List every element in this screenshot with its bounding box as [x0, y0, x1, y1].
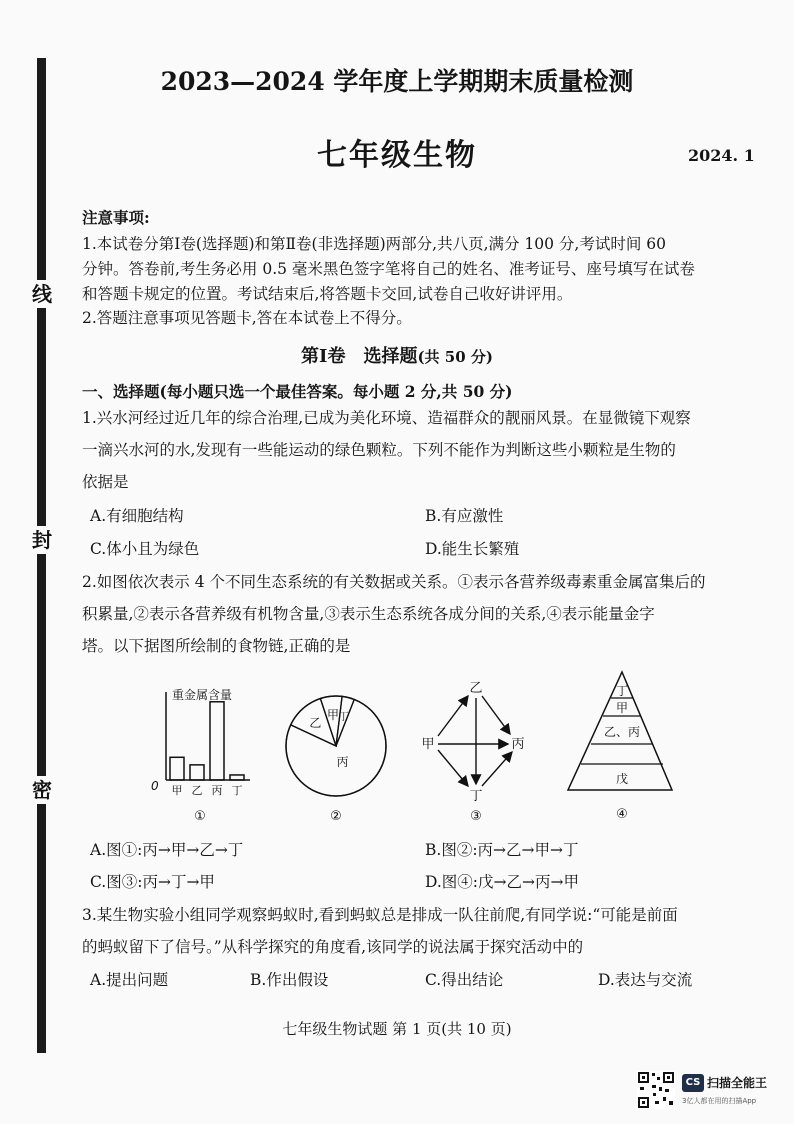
section-title-text: 第Ⅰ卷 选择题 [301, 346, 418, 367]
fig1-ylabel: 重金属含量 [172, 688, 233, 702]
term-title: 2023—2024 学年度上学期期末质量检测 [160, 67, 634, 96]
section-title [0, 342, 794, 368]
fig3-arrow-bottom-right [482, 752, 512, 786]
notes-heading: 注意事项: [82, 208, 150, 227]
q1-option-c: C.体小且为绿色 [90, 540, 200, 558]
figure-1-bar-chart [148, 684, 258, 824]
q1-option-d: D.能生长繁殖 [425, 540, 520, 558]
fig1-tick-label: 乙 [191, 784, 203, 797]
notes-line: 1.本试卷分第Ⅰ卷(选择题)和第Ⅱ卷(非选择题)两部分,共八页,满分 100 分,考试时间 60 [82, 235, 667, 253]
binding-char-xian: 线 [28, 280, 56, 308]
fig3-node-bottom: 丁 [469, 789, 483, 804]
fig1-bar [170, 757, 184, 780]
figure-2-pie-chart [282, 684, 392, 824]
notes-line: 和答题卡规定的位置。考试结束后,将答题卡交回,试卷自己收好讲评用。 [82, 285, 573, 303]
q3-option-c: C.得出结论 [425, 971, 504, 989]
q2-option-d: D.图④:戊→乙→丙→甲 [425, 873, 579, 891]
q1-stem: 依据是 [82, 473, 129, 491]
fig4-level: 丁 [615, 684, 629, 698]
binding-char-mi: 密 [28, 776, 56, 804]
scanner-app-name: 扫描全能王 [707, 1076, 768, 1090]
fig2-slice-label: 甲 [326, 708, 339, 723]
fig3-node-left: 甲 [421, 737, 435, 752]
q1-option-b: B.有应激性 [425, 507, 504, 525]
fig4-level: 戊 [615, 772, 629, 786]
q2-option-c: C.图③:丙→丁→甲 [90, 873, 215, 891]
exam-date: 2024. 1 [688, 146, 755, 165]
fig2-caption: ② [330, 809, 342, 824]
notes-line: 2.答题注意事项见答题卡,答在本试卷上不得分。 [82, 309, 412, 327]
section-score: (共 50 分) [417, 348, 493, 366]
q2-stem: 2.如图依次表示 4 个不同生态系统的有关数据或关系。①表示各营养级毒素重金属富集后的 [82, 573, 706, 591]
fig2-slice-label: 乙 [309, 715, 322, 730]
q2-stem: 积累量,②表示各营养级有机物含量,③表示生态系统各成分间的关系,④表示能量金字 [82, 605, 655, 623]
scanner-logo-icon: CS [682, 1074, 704, 1092]
fig4-level: 甲 [615, 701, 629, 715]
fig4-level: 乙、丙 [603, 725, 641, 739]
binding-char-feng: 封 [28, 526, 56, 554]
fig1-origin: 0 [151, 779, 159, 793]
fig1-tick-label: 甲 [171, 784, 183, 797]
figure-3-relationship-diagram [418, 678, 538, 824]
fig1-tick-label: 丁 [231, 784, 243, 797]
fig1-caption: ① [194, 809, 206, 824]
q1-option-a: A.有细胞结构 [90, 507, 184, 525]
qr-code-icon [637, 1071, 675, 1109]
scanner-tagline: 3亿人都在用的扫描App [682, 1097, 757, 1105]
binding-line [37, 58, 46, 1053]
subject-title: 七年级生物 [317, 138, 477, 173]
fig1-bar [190, 765, 204, 780]
q1-stem: 1.兴水河经过近几年的综合治理,已成为美化环境、造福群众的靓丽风景。在显微镜下观察 [82, 409, 691, 427]
q3-option-b: B.作出假设 [250, 971, 329, 989]
q2-option-a: A.图①:丙→甲→乙→丁 [90, 841, 244, 859]
q2-stem: 塔。以下据图所绘制的食物链,正确的是 [82, 637, 351, 655]
fig1-bar [230, 775, 244, 780]
q2-option-b: B.图②:丙→乙→甲→丁 [425, 841, 579, 859]
fig3-arrow-left-bottom [438, 750, 468, 786]
fig3-node-top: 乙 [469, 681, 483, 696]
q3-option-d: D.表达与交流 [598, 971, 693, 989]
notes-line: 分钟。答卷前,考生务必用 0.5 毫米黑色签字笔将自己的姓名、准考证号、座号填写在试卷 [82, 260, 695, 278]
fig3-node-right: 丙 [511, 737, 525, 752]
fig4-caption: ④ [616, 807, 628, 822]
q1-stem: 一滴兴水河的水,发现有一些能运动的绿色颗粒。下列不能作为判断这些小颗粒是生物的 [82, 441, 676, 459]
fig1-bar [210, 702, 224, 780]
figure-4-energy-pyramid [562, 666, 682, 824]
section-instruction: 一、选择题(每小题只选一个最佳答案。每小题 2 分,共 50 分) [82, 382, 513, 401]
fig3-arrow-top-right [482, 696, 510, 734]
page-footer: 七年级生物试题 第 1 页(共 10 页) [282, 1020, 512, 1038]
q3-stem: 的蚂蚁留下了信号。”从科学探究的角度看,该同学的说法属于探究活动中的 [82, 938, 584, 956]
fig1-tick-label: 丙 [211, 784, 223, 797]
q3-option-a: A.提出问题 [90, 971, 169, 989]
fig3-caption: ③ [470, 809, 482, 824]
fig2-slice-label: 丙 [336, 755, 349, 770]
q3-stem: 3.某生物实验小组同学观察蚂蚁时,看到蚂蚁总是排成一队往前爬,有同学说:“可能是前面 [82, 906, 678, 924]
fig3-arrow-left-top [438, 696, 468, 736]
fig2-slice-label: 丁 [338, 711, 349, 723]
